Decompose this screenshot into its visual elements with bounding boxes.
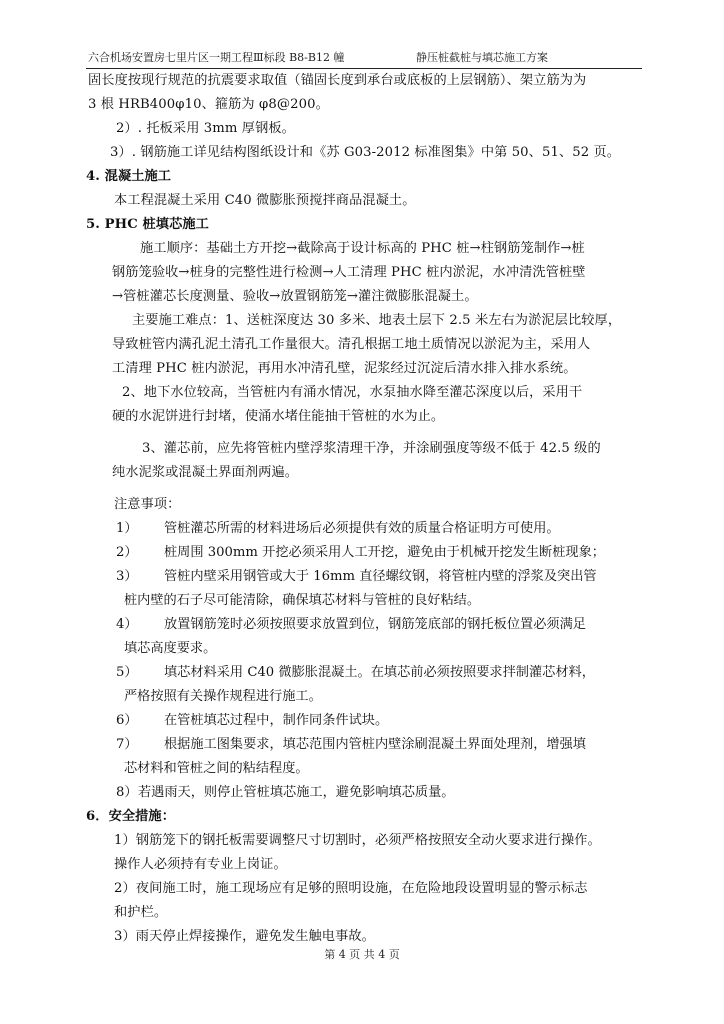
body-line: 钢筋笼验收→桩身的完整性进行检测→人工清理 PHC 桩内淤泥，水冲清洗管桩壁	[112, 265, 586, 280]
note-item-continued	[88, 637, 648, 661]
note-text: 填芯材料采用 C40 微膨胀混凝土。在填芯前必须按照要求拌制灌芯材料，	[164, 665, 595, 680]
note-text: 若遇雨天，则停止管桩填芯施工，避免影响填芯质量。	[138, 785, 455, 800]
note-text: 填芯高度要求。	[124, 641, 217, 656]
body-line: 固长度按现行规范的抗震要求取值（锚固长度到承台或底板的上层钢筋）、架立筋为为	[88, 73, 587, 88]
section-heading-safety: 6．安全措施：	[86, 809, 176, 824]
note-text: 放置钢筋笼时必须按照要求放置到位，钢筋笼底部的钢托板位置必须满足	[164, 617, 586, 632]
note-item-continued	[88, 685, 648, 709]
body-line: 3）. 钢筋施工详见结构图纸设计和《苏 G03-2012 标准图集》中第 50、51、52 页。	[110, 145, 621, 160]
note-item	[88, 661, 648, 685]
body-line: 导致桩管内满孔泥土清孔工作量很大。清孔根据工地土质情况以淤泥为主，采用人	[112, 337, 591, 352]
note-number: 4）	[116, 617, 138, 632]
note-number: 7）	[116, 737, 138, 752]
body-line: 硬的水泥饼进行封堵，使涌水堵住能抽干管桩的水为止。	[112, 409, 445, 424]
note-text: 桩周围 300mm 开挖必须采用人工开挖，避免由于机械开挖发生断桩现象；	[164, 545, 605, 560]
body-line: 2）夜间施工时，施工现场应有足够的照明设施，在危险地段设置明显的警示标志	[114, 881, 588, 896]
note-number: 2）	[116, 545, 138, 560]
note-text: 桩内壁的石子尽可能清除，确保填芯材料与管桩的良好粘结。	[124, 593, 481, 608]
note-text: 严格按照有关操作规程进行施工。	[124, 689, 322, 704]
page-header	[86, 50, 642, 69]
note-item	[88, 517, 648, 541]
body-line: 本工程混凝土采用 C40 微膨胀预搅拌商品混凝土。	[114, 193, 416, 208]
note-item	[88, 613, 648, 637]
section-heading-phc-pile: 5. PHC 桩填芯施工	[86, 217, 209, 232]
body-line: →管桩灌芯长度测量、验收→放置钢筋笼→灌注微膨胀混凝土。	[112, 289, 478, 304]
page-number: 第 4 页 共 4 页	[324, 948, 400, 961]
note-number: 6）	[116, 713, 138, 728]
body-line: 纯水泥浆或混凝土界面剂两遍。	[112, 465, 299, 480]
note-text: 管桩内壁采用钢管或大于 16mm 直径螺纹钢，将管桩内壁的浮浆及突出管	[164, 569, 597, 584]
note-item	[88, 709, 648, 733]
note-text: 在管桩填芯过程中，制作同条件试块。	[164, 713, 389, 728]
note-text: 根据施工图集要求，填芯范围内管桩内壁涂刷混凝土界面处理剂，增强填	[164, 737, 586, 752]
note-item	[88, 565, 648, 589]
note-item	[88, 541, 648, 565]
body-line: 操作人必须持有专业上岗证。	[114, 857, 287, 872]
note-item-continued	[88, 757, 648, 781]
body-line: 3）雨天停止焊接操作，避免发生触电事故。	[114, 929, 375, 944]
body-line: 工清理 PHC 桩内淤泥，再用水冲清孔壁，泥浆经过沉淀后清水排入排水系统。	[112, 361, 577, 376]
note-item-continued	[88, 589, 648, 613]
note-text: 芯材料和管桩之间的粘结程度。	[124, 761, 309, 776]
body-line: 2）. 托板采用 3mm 厚钢板。	[116, 121, 295, 136]
note-item	[88, 733, 648, 757]
body-line: 3 根 HRB400φ10、箍筋为 φ8@200。	[88, 97, 329, 112]
body-line: 3、灌芯前，应先将管桩内壁浮浆清理干净，并涂刷强度等级不低于 42.5 级的	[142, 441, 601, 456]
body-line: 2、地下水位较高，当管桩内有涌水情况，水泵抽水降至灌芯深度以后，采用干	[122, 385, 583, 400]
document-body	[88, 69, 648, 949]
note-number: 5）	[116, 665, 138, 680]
note-number: 1）	[116, 521, 138, 536]
note-text: 管桩灌芯所需的材料进场后必须提供有效的质量合格证明方可使用。	[164, 521, 560, 536]
body-line: 主要施工难点：1、送桩深度达 30 多米、地表土层下 2.5 米左右为淤泥层比较厚，	[132, 313, 622, 328]
header-document-title: 静压桩截桩与填芯施工方案	[416, 51, 548, 64]
note-item	[88, 781, 648, 805]
note-number: 3）	[116, 569, 138, 584]
body-line: 施工顺序：基础土方开挖→截除高于设计标高的 PHC 桩→柱钢筋笼制作→桩	[140, 241, 585, 256]
section-heading-concrete: 4. 混凝土施工	[86, 169, 172, 184]
notes-heading: 注意事项：	[114, 497, 181, 512]
header-project-title: 六合机场安置房七里片区一期工程Ⅲ标段 B8-B12 幢	[88, 51, 345, 64]
body-line: 和护栏。	[114, 905, 168, 920]
body-line: 1）钢筋笼下的钢托板需要调整尺寸切割时，必须严格按照安全动火要求进行操作。	[114, 833, 601, 848]
note-number: 8）	[116, 785, 138, 800]
